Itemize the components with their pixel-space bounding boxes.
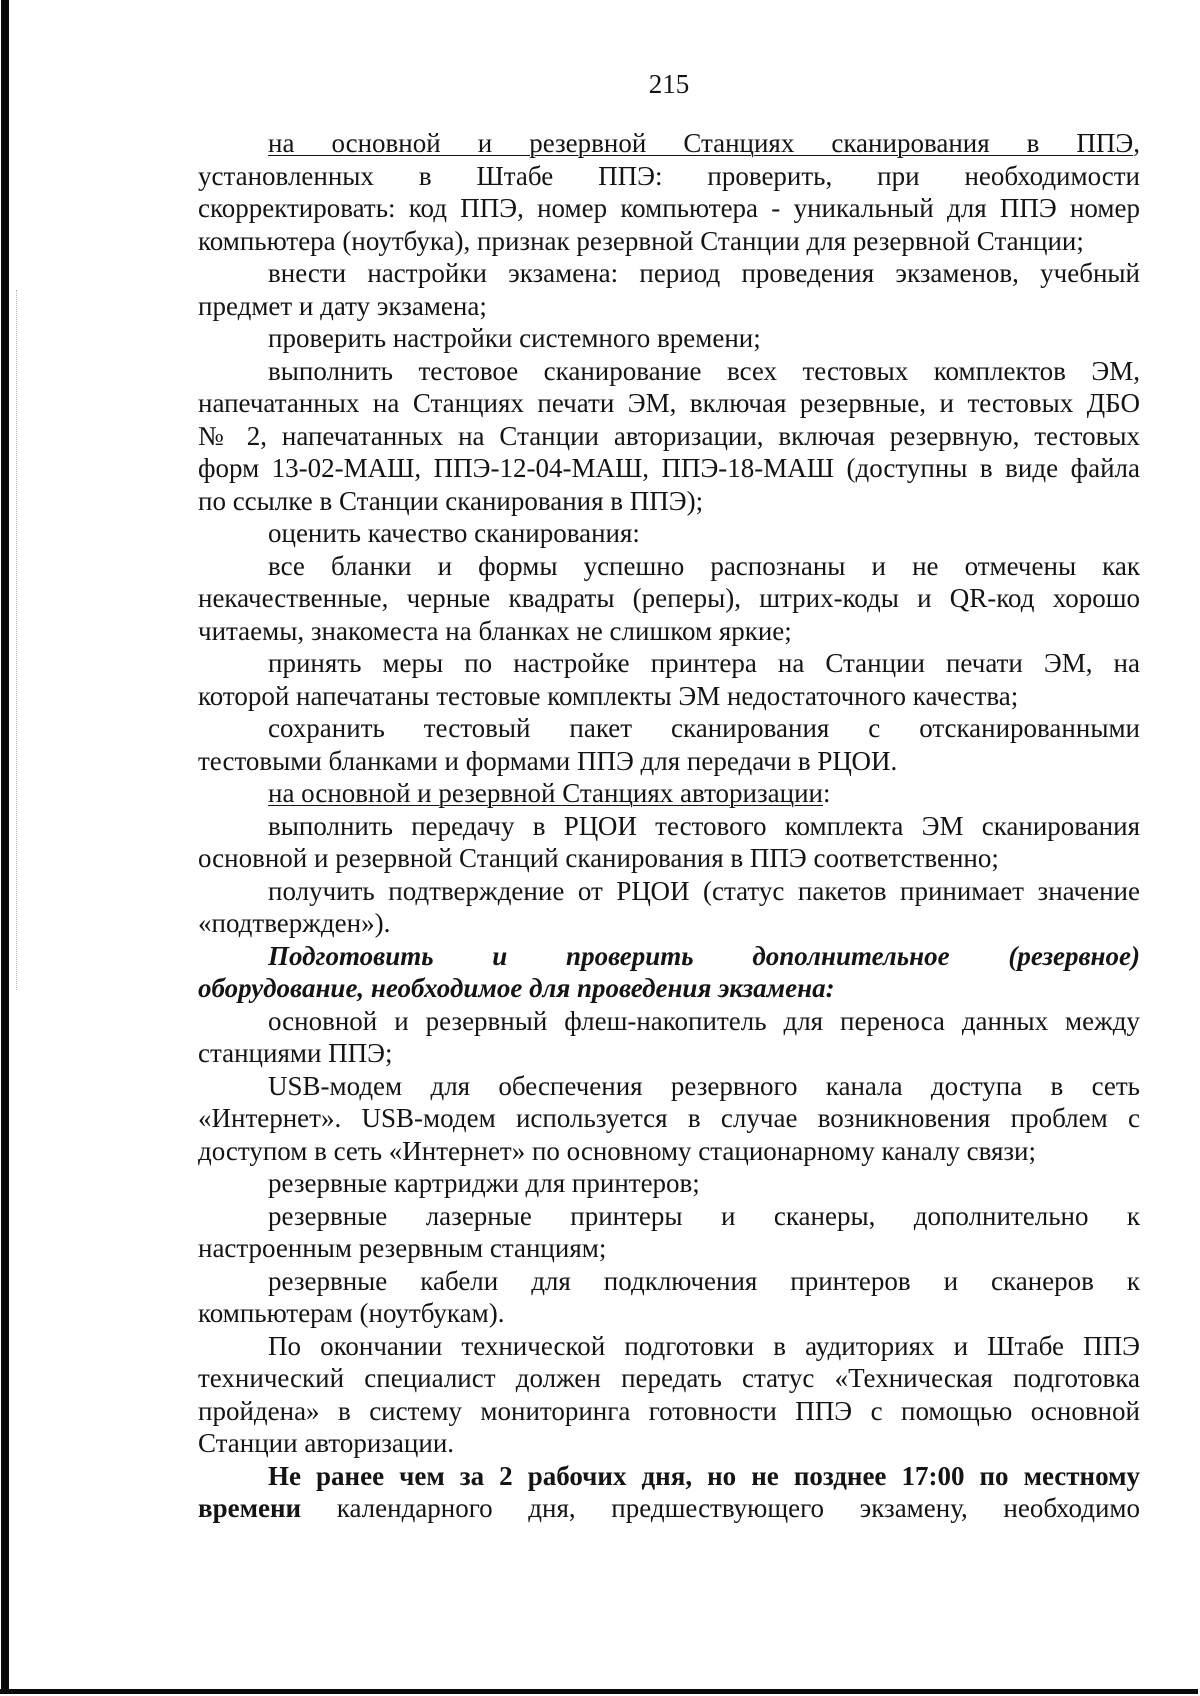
text-line: проверить настройки системного времени; bbox=[268, 323, 761, 353]
paragraph bbox=[198, 1005, 1140, 1070]
paragraph bbox=[198, 777, 1140, 810]
text-line: настроенным резервным станциям; bbox=[198, 1233, 607, 1263]
text-line: станциями ППЭ; bbox=[198, 1038, 393, 1068]
text-line: резервные кабели для подключения принтеров и сканеров к bbox=[268, 1265, 1140, 1296]
text-line: компьютерам (ноутбукам). bbox=[198, 1298, 505, 1328]
text-line bbox=[198, 777, 1140, 810]
text-line: доступом в сеть «Интернет» по основному стационарному каналу связи; bbox=[198, 1135, 1037, 1166]
text-line: USB-модем для обеспечения резервного канала доступа в сеть bbox=[268, 1070, 1140, 1101]
text-line: оборудование, необходимое для проведения экзамена: bbox=[198, 973, 835, 1003]
text-line: напечатанных на Станциях печати ЭМ, включая резервные, и тестовых ДБО bbox=[198, 388, 1140, 418]
text-line: выполнить тестовое сканирование всех тестовых комплектов ЭМ, bbox=[268, 355, 1140, 386]
text-line bbox=[198, 127, 1140, 160]
paragraph bbox=[198, 647, 1140, 712]
text-line: резервные картриджи для принтеров; bbox=[268, 1168, 700, 1198]
text-line: Подготовить и проверить дополнительное (резервное) bbox=[268, 940, 1140, 971]
text-line: принять меры по настройке принтера на Станции печати ЭМ, на bbox=[268, 648, 1140, 678]
text-line: получить подтверждение от РЦОИ (статус пакетов принимает значение bbox=[268, 875, 1140, 906]
text-line: установленных в Штабе ППЭ: проверить, при необходимости bbox=[198, 160, 1140, 191]
paragraph bbox=[198, 127, 1140, 257]
text-line: тестовыми бланками и формами ППЭ для передачи в РЦОИ. bbox=[198, 745, 898, 776]
text-line: основной и резервный флеш-накопитель для переноса данных между bbox=[268, 1005, 1140, 1036]
text-line: резервные лазерные принтеры и сканеры, дополнительно к bbox=[268, 1200, 1140, 1231]
text-line: читаемы, знакоместа на бланках не слишком яркие; bbox=[198, 615, 792, 646]
text-line: все бланки и формы успешно распознаны и не отмечены как bbox=[268, 550, 1140, 581]
paragraph bbox=[198, 1167, 1140, 1200]
text-line bbox=[198, 1460, 1140, 1493]
document-body bbox=[198, 127, 1140, 1525]
text-line: сохранить тестовый пакет сканирования с отсканированными bbox=[268, 713, 1140, 743]
bold-text: времени bbox=[198, 1493, 302, 1523]
paragraph bbox=[198, 550, 1140, 648]
paragraph bbox=[198, 355, 1140, 518]
paragraph bbox=[198, 1200, 1140, 1265]
text-run: : bbox=[822, 778, 831, 808]
paragraph bbox=[198, 1460, 1140, 1525]
text-line: основной и резервной Станций сканирования в ППЭ соответственно; bbox=[198, 843, 999, 873]
paragraph bbox=[198, 1265, 1140, 1330]
scan-bottom-border bbox=[0, 1689, 1198, 1694]
text-line: некачественные, черные квадраты (реперы), штрих-коды и QR-код хорошо bbox=[198, 583, 1140, 613]
paragraph bbox=[198, 257, 1140, 322]
text-line: форм 13-02-МАШ, ППЭ-12-04-МАШ, ППЭ-18-МАШ (доступны в виде файла bbox=[198, 453, 1140, 483]
paragraph bbox=[198, 712, 1140, 777]
bold-italic-paragraph bbox=[198, 940, 1140, 1005]
text-run: , bbox=[1133, 128, 1140, 158]
text-line: оценить качество сканирования: bbox=[268, 518, 640, 548]
text-line: компьютера (ноутбука), признак резервной Станции для резервной Станции; bbox=[198, 225, 1084, 256]
text-line: которой напечатаны тестовые комплекты ЭМ недостаточного качества; bbox=[198, 680, 1019, 711]
text-line: скорректировать: код ППЭ, номер компьютера - уникальный для ППЭ номер bbox=[198, 193, 1140, 223]
text-line: № 2, напечатанных на Станции авторизации, включая резервную, тестовых bbox=[198, 420, 1140, 451]
text-line bbox=[198, 1492, 1140, 1525]
text-run: календарного дня, предшествующего экзамену, необходимо bbox=[301, 1493, 1140, 1523]
text-line: технический специалист должен передать статус «Техническая подготовка bbox=[198, 1363, 1140, 1393]
text-line: предмет и дату экзамена; bbox=[198, 290, 487, 321]
paragraph bbox=[198, 1070, 1140, 1168]
paragraph bbox=[198, 517, 1140, 550]
text-line: По окончании технической подготовки в аудиториях и Штабе ППЭ bbox=[268, 1330, 1140, 1361]
paragraph bbox=[198, 1330, 1140, 1460]
text-line: «подтвержден»). bbox=[198, 908, 391, 938]
text-line: выполнить передачу в РЦОИ тестового комплекта ЭМ сканирования bbox=[268, 810, 1140, 841]
text-line: пройдена» в систему мониторинга готовности ППЭ с помощью основной bbox=[198, 1395, 1140, 1426]
page-number: 215 bbox=[648, 69, 690, 99]
bold-text: Не ранее чем за 2 рабочих дня, но не позднее 17:00 по местному bbox=[268, 1460, 1140, 1491]
paragraph bbox=[198, 810, 1140, 875]
scan-artifact-line bbox=[16, 290, 17, 990]
paragraph bbox=[198, 875, 1140, 940]
text-line: Станции авторизации. bbox=[198, 1428, 455, 1458]
paragraph bbox=[198, 322, 1140, 355]
underline-text: на основной и резервной Станциях сканирования в ППЭ bbox=[268, 128, 1134, 158]
text-line: внести настройки экзамена: период проведения экзаменов, учебный bbox=[268, 258, 1140, 288]
text-line: «Интернет». USB-модем используется в случае возникновения проблем с bbox=[198, 1103, 1140, 1133]
text-line: по ссылке в Станции сканирования в ППЭ); bbox=[198, 485, 704, 516]
scan-left-border bbox=[1, 0, 9, 1694]
underline-text: на основной и резервной Станциях авторизации bbox=[268, 778, 823, 808]
